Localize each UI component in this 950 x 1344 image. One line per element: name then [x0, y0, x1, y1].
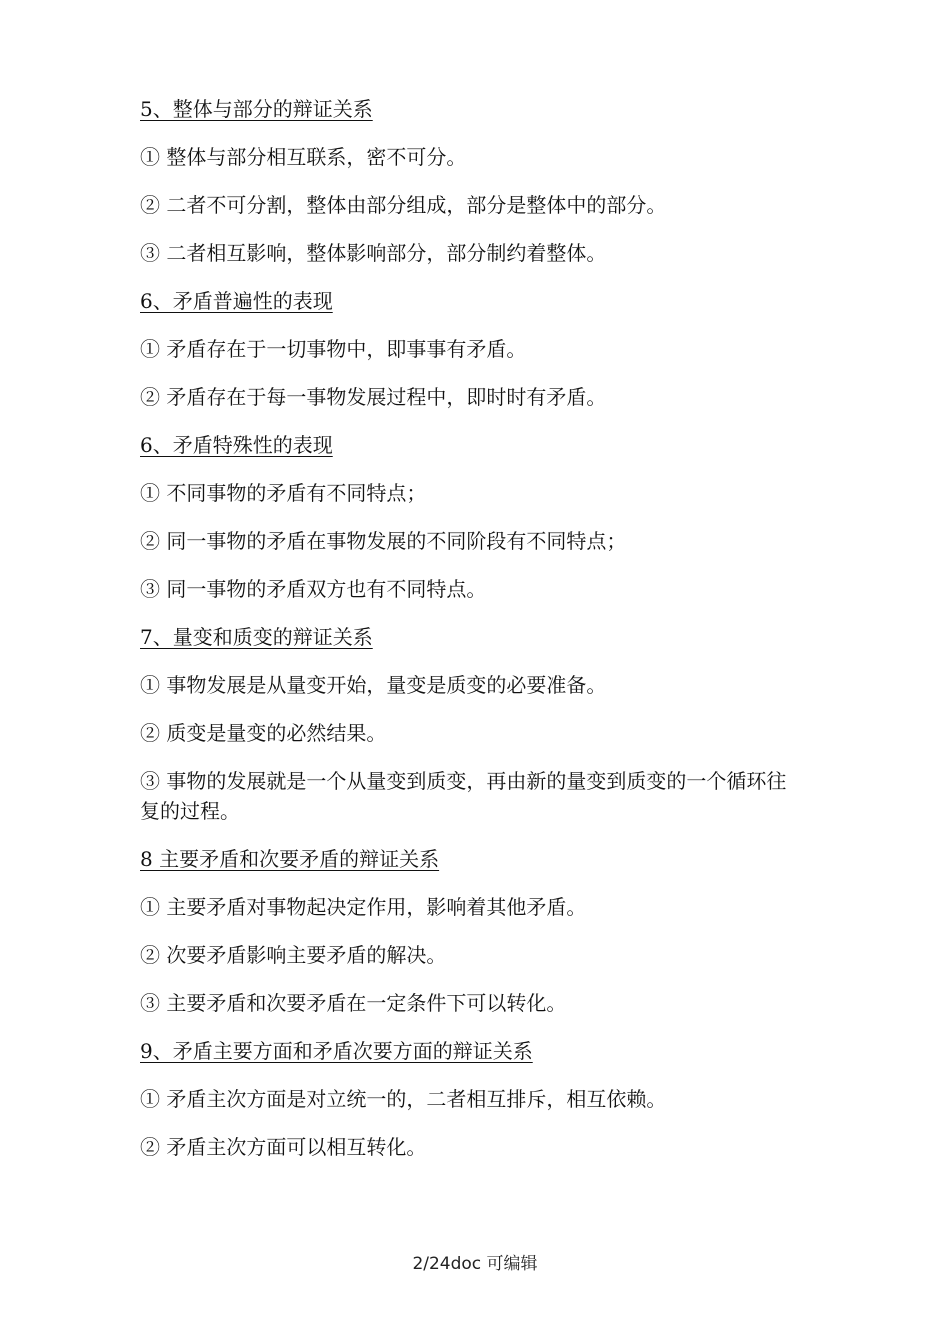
page-footer: 2/24doc 可编辑 — [412, 1254, 538, 1274]
list-item: ① 整体与部分相互联系，密不可分。 — [140, 145, 467, 169]
section-heading: 5、整体与部分的辩证关系 — [140, 97, 373, 121]
list-item: ② 次要矛盾影响主要矛盾的解决。 — [140, 943, 447, 967]
list-item: ③ 主要矛盾和次要矛盾在一定条件下可以转化。 — [140, 991, 567, 1015]
list-item: ① 主要矛盾对事物起决定作用，影响着其他矛盾。 — [140, 895, 587, 919]
section-heading: 7、量变和质变的辩证关系 — [140, 625, 373, 649]
section-heading: 6、矛盾特殊性的表现 — [140, 433, 333, 457]
list-item: ② 同一事物的矛盾在事物发展的不同阶段有不同特点； — [140, 529, 627, 553]
list-item: ① 不同事物的矛盾有不同特点； — [140, 481, 427, 505]
list-item: ③ 二者相互影响，整体影响部分，部分制约着整体。 — [140, 241, 607, 265]
section-heading: 9、矛盾主要方面和矛盾次要方面的辩证关系 — [140, 1039, 533, 1063]
list-item: ① 矛盾存在于一切事物中，即事事有矛盾。 — [140, 337, 527, 361]
list-item: ② 矛盾存在于每一事物发展过程中，即时时有矛盾。 — [140, 385, 607, 409]
section-heading: 8 主要矛盾和次要矛盾的辩证关系 — [140, 847, 440, 871]
list-item: ③ 事物的发展就是一个从量变到质变，再由新的量变到质变的一个循环往复的过程。 — [140, 769, 787, 823]
list-item: ② 矛盾主次方面可以相互转化。 — [140, 1135, 427, 1159]
section-heading: 6、矛盾普遍性的表现 — [140, 289, 333, 313]
list-item: ② 二者不可分割，整体由部分组成，部分是整体中的部分。 — [140, 193, 667, 217]
list-item: ① 矛盾主次方面是对立统一的，二者相互排斥，相互依赖。 — [140, 1087, 667, 1111]
list-item: ② 质变是量变的必然结果。 — [140, 721, 387, 745]
document-body — [140, 94, 820, 1180]
list-item: ③ 同一事物的矛盾双方也有不同特点。 — [140, 577, 487, 601]
list-item: ① 事物发展是从量变开始，量变是质变的必要准备。 — [140, 673, 607, 697]
